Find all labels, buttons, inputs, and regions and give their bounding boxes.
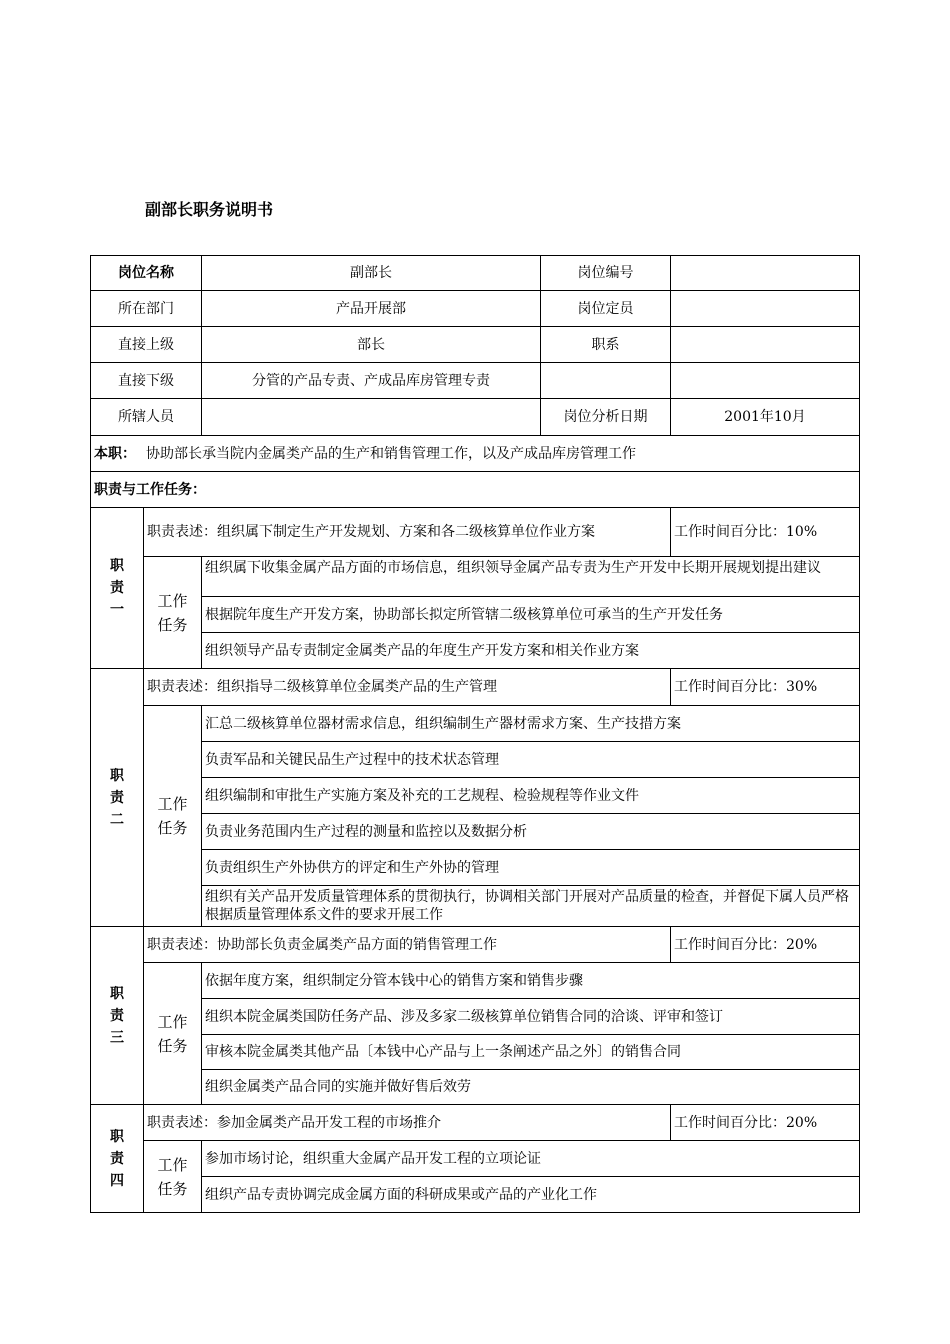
department-cell-3 bbox=[670, 290, 859, 326]
task-item: 组织本院金属类国防任务产品、涉及多家二级核算单位销售合同的洽谈、评审和签订 bbox=[201, 998, 859, 1034]
task-item: 根据院年度生产开发方案，协助部长拟定所管辖二级核算单位可承当的生产开发任务 bbox=[201, 596, 859, 632]
duty-desc-4: 职责表述：参加金属类产品开发工程的市场推介 bbox=[143, 1104, 670, 1140]
main-duty-label: 本职： bbox=[94, 445, 136, 462]
position-name-cell-3 bbox=[670, 255, 859, 290]
superior-cell-3 bbox=[670, 326, 859, 362]
task-item: 负责组织生产外协供方的评定和生产外协的管理 bbox=[201, 849, 859, 885]
task-item: 参加市场讨论，组织重大金属产品开发工程的立项论证 bbox=[201, 1140, 859, 1176]
task-item: 负责业务范围内生产过程的测量和监控以及数据分析 bbox=[201, 813, 859, 849]
staff-cell-0: 所辖人员 bbox=[90, 398, 201, 435]
duty-desc-3: 职责表述：协助部长负责金属类产品方面的销售管理工作 bbox=[143, 926, 670, 962]
task-label-3: 工作 任务 bbox=[143, 962, 201, 1104]
department-cell-1: 产品开展部 bbox=[201, 290, 540, 326]
duty-pct-2: 工作时间百分比：30% bbox=[670, 668, 859, 705]
table-right-border bbox=[859, 255, 860, 1212]
subordinate-cell-3 bbox=[670, 362, 859, 398]
department-cell-0: 所在部门 bbox=[90, 290, 201, 326]
superior-cell-0: 直接上级 bbox=[90, 326, 201, 362]
task-item: 组织有关产品开发质量管理体系的贯彻执行，协调相关部门开展对产品质量的检查，并督促下属人员严格根据质量管理体系文件的要求开展工作 bbox=[201, 885, 859, 926]
duty-label-3: 职 责 三 bbox=[90, 926, 143, 1104]
task-item: 组织产品专责协调完成金属方面的科研成果或产品的产业化工作 bbox=[201, 1176, 859, 1212]
task-label-2: 工作 任务 bbox=[143, 705, 201, 926]
department-cell-2: 岗位定员 bbox=[540, 290, 670, 326]
duty-pct-1: 工作时间百分比：10% bbox=[670, 507, 859, 556]
duty-desc-2: 职责表述：组织指导二级核算单位金属类产品的生产管理 bbox=[143, 668, 670, 705]
task-label-1: 工作 任务 bbox=[143, 556, 201, 668]
main-duty-text: 协助部长承当院内金属类产品的生产和销售管理工作，以及产成品库房管理工作 bbox=[146, 445, 636, 462]
task-item: 汇总二级核算单位器材需求信息，组织编制生产器材需求方案、生产技措方案 bbox=[201, 705, 859, 741]
superior-cell-1: 部长 bbox=[201, 326, 540, 362]
task-item: 依据年度方案，组织制定分管本钱中心的销售方案和销售步骤 bbox=[201, 962, 859, 998]
duty-desc-1: 职责表述：组织属下制定生产开发规划、方案和各二级核算单位作业方案 bbox=[143, 507, 670, 556]
main-duty-row bbox=[90, 435, 859, 471]
duty-pct-3: 工作时间百分比：20% bbox=[670, 926, 859, 962]
subordinate-cell-2 bbox=[540, 362, 670, 398]
task-label-4: 工作 任务 bbox=[143, 1140, 201, 1212]
task-item: 组织领导产品专责制定金属类产品的年度生产开发方案和相关作业方案 bbox=[201, 632, 859, 668]
duty-label-1: 职 责 一 bbox=[90, 507, 143, 668]
position-name-cell-1: 副部长 bbox=[201, 255, 540, 290]
task-item: 负责军品和关键民品生产过程中的技术状态管理 bbox=[201, 741, 859, 777]
task-item: 组织金属类产品合同的实施并做好售后效劳 bbox=[201, 1069, 859, 1104]
staff-cell-3: 2001年10月 bbox=[670, 398, 859, 435]
table-bottom-border bbox=[90, 1212, 860, 1213]
subordinate-cell-0: 直接下级 bbox=[90, 362, 201, 398]
section-label: 职责与工作任务： bbox=[90, 471, 859, 507]
superior-cell-2: 职系 bbox=[540, 326, 670, 362]
duty-label-4: 职 责 四 bbox=[90, 1104, 143, 1212]
staff-cell-2: 岗位分析日期 bbox=[540, 398, 670, 435]
position-name-cell-0: 岗位名称 bbox=[90, 255, 201, 290]
task-item: 组织属下收集金属产品方面的市场信息，组织领导金属产品专责为生产开发中长期开展规划提出建议 bbox=[201, 556, 859, 596]
position-name-cell-2: 岗位编号 bbox=[540, 255, 670, 290]
subordinate-cell-1: 分管的产品专责、产成品库房管理专责 bbox=[201, 362, 540, 398]
duty-pct-4: 工作时间百分比：20% bbox=[670, 1104, 859, 1140]
duty-label-2: 职 责 二 bbox=[90, 668, 143, 926]
staff-cell-1 bbox=[201, 398, 540, 435]
task-item: 审核本院金属类其他产品〔本钱中心产品与上一条阐述产品之外〕的销售合同 bbox=[201, 1034, 859, 1069]
page-title: 副部长职务说明书 bbox=[145, 200, 274, 219]
task-item: 组织编制和审批生产实施方案及补充的工艺规程、检验规程等作业文件 bbox=[201, 777, 859, 813]
